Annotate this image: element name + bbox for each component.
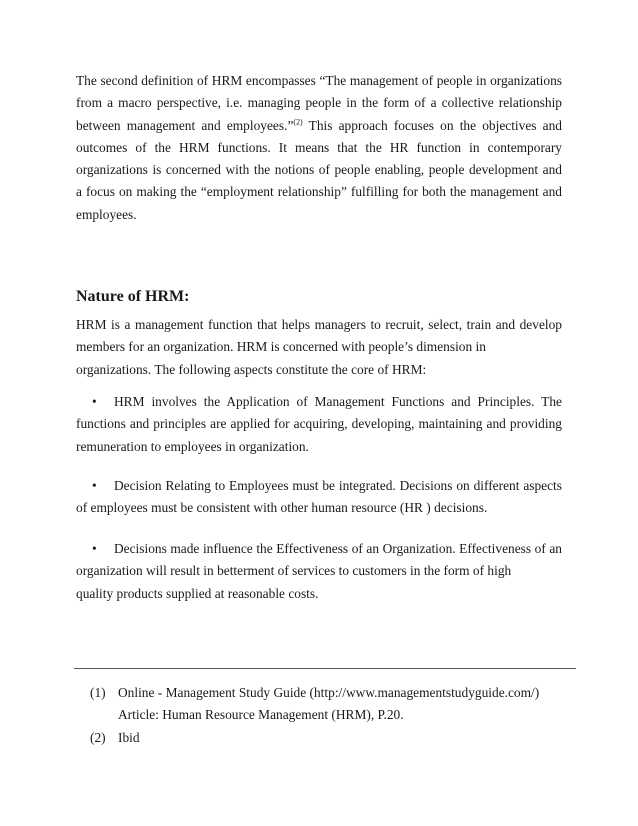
bullet-first-line [76, 475, 562, 497]
bullet-line: of employees must be consistent with other human resource (HR ) decisions. [76, 500, 488, 516]
bullet-text: Decision Relating to Employees must be integrated. Decisions on different aspects [114, 478, 562, 493]
section-heading: Nature of HRM: [76, 288, 190, 305]
bullet-text: Decisions made influence the Effectiveness of an Organization. Effectiveness of an [114, 541, 562, 556]
intro-line: employees. [76, 206, 137, 222]
intro-line: outcomes of the HRM functions. It means that the HR function in contemporary [76, 139, 562, 155]
footnote-text-continued: Article: Human Resource Management (HRM), P.20. [118, 707, 404, 722]
bullet-icon: • [92, 541, 97, 556]
footnote-number: (2) [90, 730, 106, 745]
bullet-line: functions and principles are applied for acquiring, developing, maintaining and providing [76, 416, 562, 432]
bullet-icon: • [92, 478, 97, 493]
intro-line-tail: This approach focuses on the objectives and [302, 117, 562, 133]
footnote-2 [90, 727, 140, 749]
nature-paragraph [76, 314, 562, 381]
intro-line: a focus on making the “employment relationship” fulfilling for both the management and [76, 184, 562, 200]
intro-paragraph [76, 70, 562, 226]
intro-line-text: between management and employees.” [76, 117, 294, 133]
bullet-line: remuneration to employees in organization. [76, 438, 309, 454]
bullet-item [76, 475, 562, 520]
intro-line [76, 115, 562, 137]
footnote-1 [90, 682, 539, 726]
intro-line: organizations is concerned with the notions of people enabling, people development and [76, 162, 562, 178]
footnote-reference: (2) [293, 117, 303, 127]
bullet-first-line [76, 391, 562, 413]
bullet-text: HRM involves the Application of Management Functions and Principles. The [114, 394, 562, 409]
bullet-item [76, 391, 562, 458]
bullet-line: quality products supplied at reasonable costs. [76, 585, 319, 601]
footnote-number: (1) [90, 685, 106, 700]
bullet-first-line [76, 538, 562, 560]
nature-line: organizations. The following aspects constitute the core of HRM: [76, 361, 427, 377]
bullet-icon: • [92, 394, 97, 409]
intro-line: The second definition of HRM encompasses “The management of people in organizations [76, 73, 562, 88]
footnote-text: Online - Management Study Guide (http://www.managementstudyguide.com/) [118, 685, 540, 700]
bullet-line: organization will result in betterment of services to customers in the form of high [76, 563, 512, 579]
footnote-text: Ibid [118, 730, 140, 745]
nature-line: HRM is a management function that helps managers to recruit, select, train and develop [76, 317, 562, 332]
intro-line: from a macro perspective, i.e. managing people in the form of a collective relationship [76, 95, 562, 111]
nature-line: members for an organization. HRM is concerned with people’s dimension in [76, 339, 486, 355]
footnote-divider [74, 668, 576, 669]
bullet-item [76, 538, 562, 605]
